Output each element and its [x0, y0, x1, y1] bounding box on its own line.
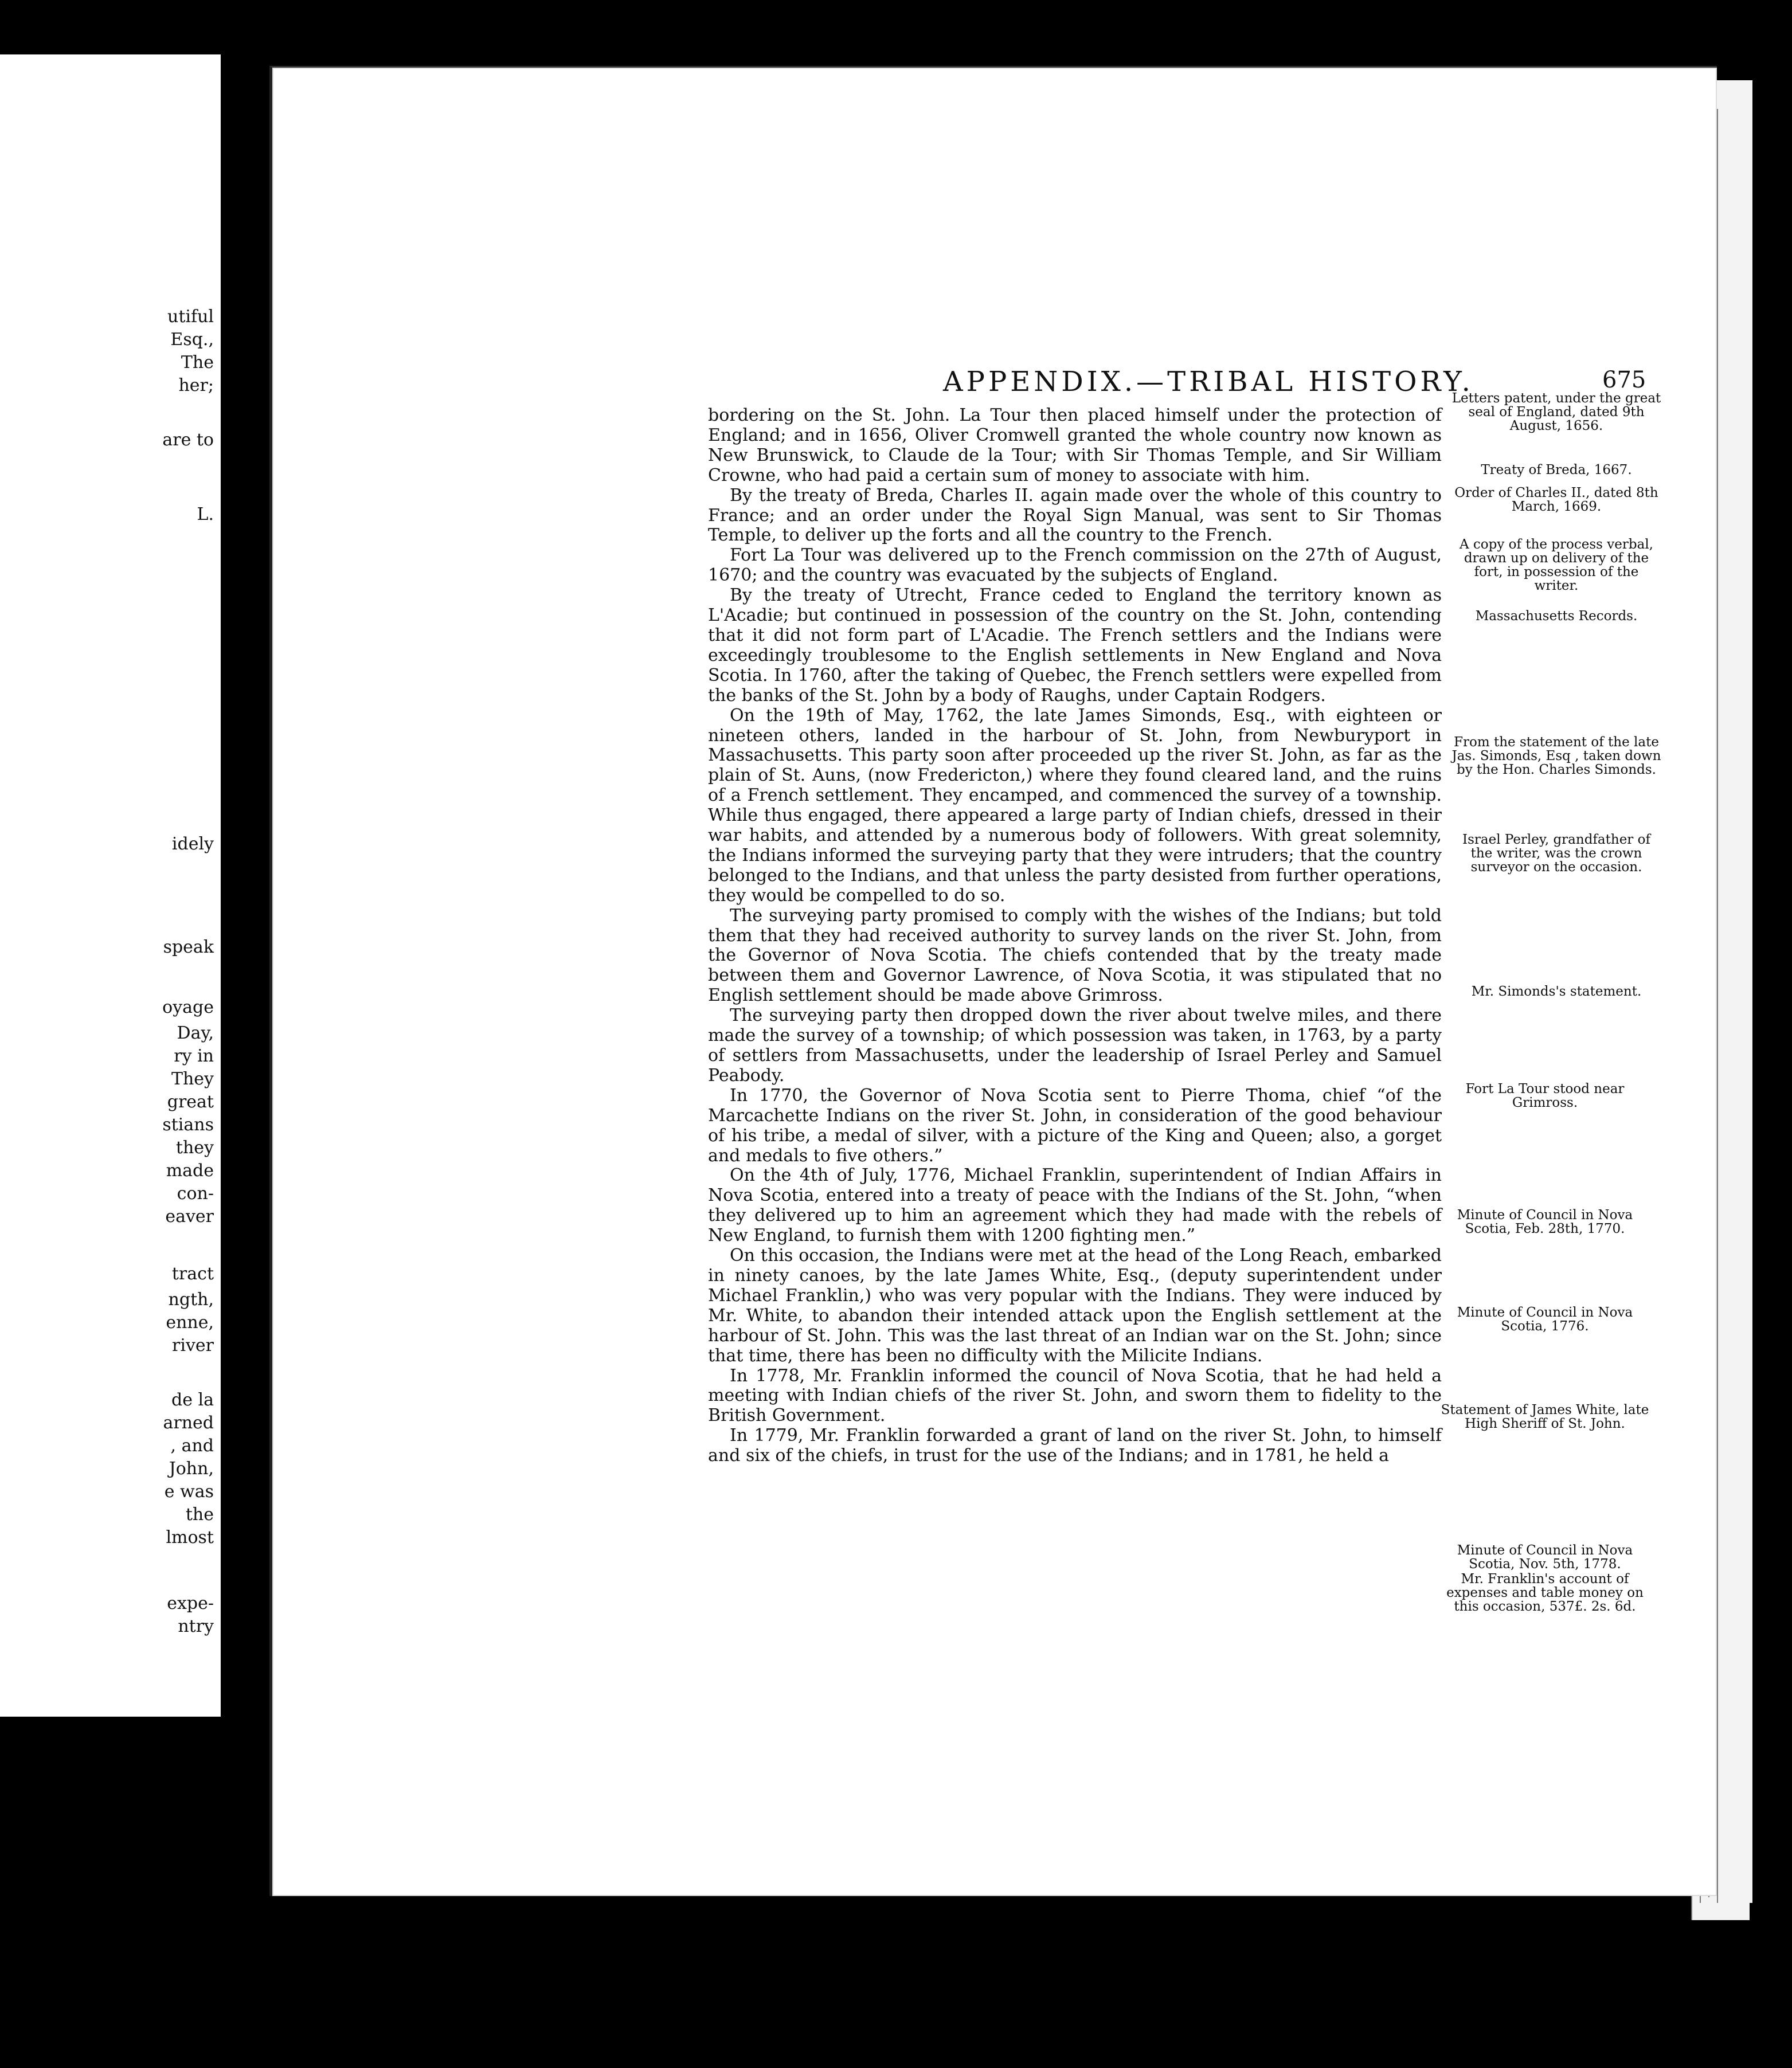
paragraph: The surveying party then dropped down the river about twelve miles, and there made the survey of a township; of which possession was taken, in 1763, by a party of settlers from Massachusetts, under the leadership of Israel Perley and Samuel Peabody.	[708, 1005, 1442, 1086]
facing-page-line: great	[167, 1092, 214, 1112]
side-note: Treaty of Breda, 1667.	[1481, 463, 1632, 477]
facing-page-line: de la	[171, 1390, 214, 1410]
paragraph: Fort La Tour was delivered up to the French commission on the 27th of August, 1670; and the country was evacuated by the subjects of England.	[708, 545, 1442, 586]
facing-page-line: speak	[163, 937, 214, 957]
side-note: Israel Perley, grandfather of the writer, was the crown surveyor on the occasion.	[1462, 832, 1650, 875]
side-note: Massachusetts Records.	[1475, 609, 1638, 624]
facing-page-line: idely	[171, 834, 214, 854]
facing-page-line: oyage	[162, 997, 214, 1017]
side-note: A copy of the process verbal, drawn up on delivery of the fort, in possession of the writer.	[1459, 537, 1653, 593]
facing-page-line: river	[172, 1335, 214, 1356]
facing-page-line: They	[171, 1069, 214, 1089]
paragraph: By the treaty of Utrecht, France ceded to England the territory known as L'Acadie; but continued in possession of the country on the St. John, contending that it did not form part of L'Acadie. The French settlers and the Indians were exceedingly troublesome to the English settlements in New England and Nova Scotia. In 1760, after the taking of Quebec, the French settlers were expelled from the banks of the St. John by a body of Raughs, under Captain Rodgers.	[708, 585, 1442, 706]
facing-page-line: ntry	[178, 1616, 214, 1636]
facing-page-line: made	[166, 1161, 214, 1181]
facing-page-line: utiful	[167, 307, 214, 327]
facing-page-line: tract	[171, 1264, 214, 1284]
paragraph: On this occasion, the Indians were met at the head of the Long Reach, embarked in ninety canoes, by the late James White, Esq., (deputy superintendent under Michael Franklin,) who was very popular with the Indians. They were induced by Mr. White, to abandon their intended attack upon the English settlement at the harbour of St. John. This was the last threat of an Indian war on the St. John; since that time, there has been no difficulty with the Milicite Indians.	[708, 1246, 1442, 1366]
side-note: From the statement of the late Jas. Simonds, Esq , taken down by the Hon. Charles Simonds.	[1451, 735, 1661, 777]
side-note: Order of Charles II., dated 8th March, 1669.	[1454, 485, 1658, 514]
main-page	[269, 66, 1717, 1896]
side-note: Minute of Council in Nova Scotia, Feb. 28th, 1770.	[1457, 1208, 1633, 1236]
paragraph: On the 19th of May, 1762, the late James Simonds, Esq., with eighteen or nineteen others, landed in the harbour of St. John, from Newburyport in Massachusetts. This party soon after proceeded up the river St. John, as far as the plain of St. Auns, (now Fredericton,) where they found cleared land, and the ruins of a French settlement. They encamped, and commenced the survey of a township. While thus engaged, there appeared a large party of Indian chiefs, dressed in their war habits, and attended by a numerous body of followers. With great solemnity, the Indians informed the surveying party that they were intruders; that the country belonged to the Indians, and that unless the party desisted from further operations, they would be compelled to do so.	[708, 705, 1442, 906]
facing-page-line: ngth,	[168, 1290, 214, 1310]
facing-page-line: enne,	[166, 1313, 214, 1333]
paragraph: In 1770, the Governor of Nova Scotia sent to Pierre Thoma, chief “of the Marcachette Indians on the river St. John, in consideration of the good behaviour of his tribe, a medal of silver, with a picture of the King and Queen; also, a gorget and medals to five others.”	[708, 1085, 1442, 1166]
facing-page-line: the	[185, 1505, 214, 1525]
paragraph: On the 4th of July, 1776, Michael Franklin, superintendent of Indian Affairs in Nova Scotia, entered into a treaty of peace with the Indians of the St. John, “when they delivered up to him an agreement which they had made with the rebels of New England, to furnish them with 1200 fighting men.”	[708, 1165, 1442, 1246]
body-text	[708, 406, 1442, 1466]
paragraph: The surveying party promised to comply with the wishes of the Indians; but told them that they had received authority to survey lands on the river St. John, from the Governor of Nova Scotia. The chiefs contended that by the treaty made between them and Governor Lawrence, of Nova Scotia, it was stipulated that no English settlement should be made above Grimross.	[708, 905, 1442, 1006]
facing-page	[0, 54, 221, 1717]
facing-page-line: stians	[162, 1115, 214, 1135]
facing-page-line: expe-	[167, 1593, 214, 1613]
facing-page-line: Day,	[177, 1023, 214, 1043]
facing-page-line: lmost	[166, 1527, 214, 1548]
facing-page-line: e was	[164, 1482, 214, 1502]
paragraph: bordering on the St. John. La Tour then placed himself under the protection of England; and in 1656, Oliver Cromwell granted the whole country now known as New Brunswick, to Claude de la Tour; with Sir Thomas Temple, and Sir William Crowne, who had paid a certain sum of money to associate with him.	[708, 405, 1442, 485]
facing-page-line: her;	[178, 375, 214, 395]
facing-page-line: , and	[170, 1436, 214, 1456]
page-number: 675	[1602, 367, 1646, 393]
facing-page-line: arned	[163, 1413, 214, 1433]
paragraph: In 1779, Mr. Franklin forwarded a grant of land on the river St. John, to himself and six of the chiefs, in trust for the use of the Indians; and in 1781, he held a	[708, 1425, 1442, 1466]
facing-page-line: ry in	[174, 1046, 214, 1066]
page-edge	[1717, 109, 1750, 1903]
running-header: APPENDIX.—TRIBAL HISTORY.	[943, 366, 1474, 398]
paragraph: By the treaty of Breda, Charles II. again made over the whole of this country to France; and an order under the Royal Sign Manual, was sent to Sir Thomas Temple, to deliver up the forts and all the country to the French.	[708, 485, 1442, 546]
facing-page-line: they	[175, 1138, 214, 1158]
side-note: Mr. Simonds's statement.	[1471, 984, 1642, 999]
facing-page-line: con-	[177, 1184, 214, 1204]
side-note: Minute of Council in Nova Scotia, 1776.	[1457, 1305, 1633, 1334]
facing-page-line: Esq.,	[170, 330, 214, 350]
facing-page-line: John,	[169, 1459, 214, 1479]
side-note: Statement of James White, late High Sheriff of St. John.	[1441, 1403, 1649, 1431]
paragraph: In 1778, Mr. Franklin informed the council of Nova Scotia, that he had held a meeting with Indian chiefs of the river St. John, and sworn them to fidelity to the British Government.	[708, 1365, 1442, 1426]
facing-page-line: The	[181, 352, 214, 373]
side-note: Fort La Tour stood near Grimross.	[1465, 1082, 1625, 1110]
side-note: Minute of Council in Nova Scotia, Nov. 5th, 1778.	[1457, 1543, 1633, 1572]
side-note: Letters patent, under the great seal of England, dated 9th August, 1656.	[1451, 391, 1661, 433]
facing-page-line: are to	[162, 430, 214, 450]
facing-page-line: L.	[197, 504, 214, 524]
side-note: Mr. Franklin's account of expenses and table money on this occasion, 537£. 2s. 6d.	[1446, 1572, 1644, 1614]
facing-page-line: eaver	[165, 1207, 214, 1227]
